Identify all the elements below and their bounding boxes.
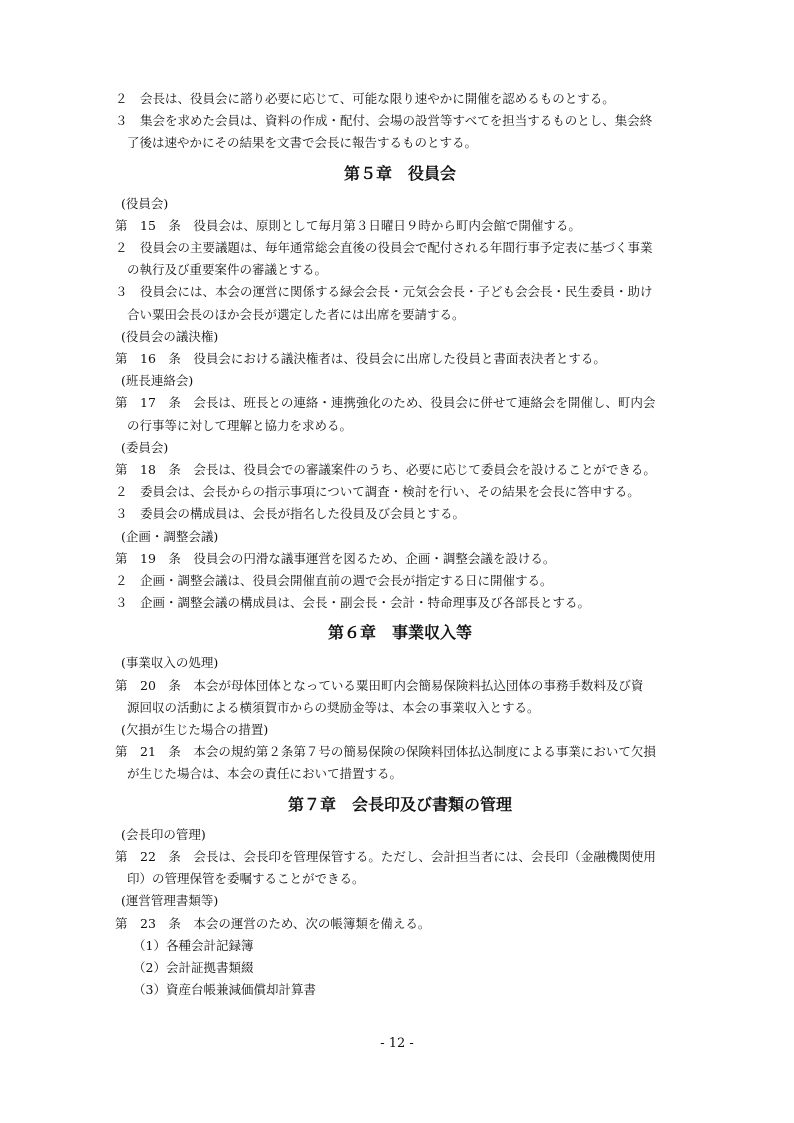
paragraph-continuation: の行事等に対して理解と協力を求める。 (127, 417, 353, 433)
document-body (115, 88, 685, 1001)
paragraph-line: ２ 企画・調整会議は、役員会開催直前の週で会長が指定する日に開催する。 (115, 573, 553, 589)
article-caption: (欠損が生じた場合の措置) (121, 722, 269, 738)
page-number: - 12 - (380, 1036, 414, 1051)
list-item: （3）資産台帳兼減価償却計算書 (133, 982, 316, 998)
paragraph-line: ３ 企画・調整会議の構成員は、会長・副会長・会計・特命理事及び各部長とする。 (115, 595, 591, 611)
article-caption: (役員会の議決権) (121, 328, 219, 344)
paragraph-line: 第 20 条 本会が母体団体となっている粟田町内会簡易保険料払込団体の事務手数料及び資 (115, 677, 644, 693)
paragraph-line: 第 22 条 会長は、会長印を管理保管する。ただし、会計担当者には、会長印（金融機関使用 (115, 848, 656, 864)
paragraph-line: ３ 役員会には、本会の運営に関係する緑会会長・元気会会長・子ども会会長・民生委員・助け (115, 284, 653, 300)
paragraph-continuation: の執行及び重要案件の審議とする。 (127, 262, 328, 278)
paragraph-line: ２ 役員会の主要議題は、毎年通常総会直後の役員会で配付される年間行事予定表に基づく事業 (115, 240, 653, 256)
list-item: （1）各種会計記録簿 (133, 937, 254, 953)
paragraph-line: 第 18 条 会長は、役員会での審議案件のうち、必要に応じて委員会を設けることができる。 (115, 462, 656, 478)
paragraph-line: 第 17 条 会長は、班長との連絡・連携強化のため、役員会に併せて連絡会を開催し、町内会 (115, 395, 656, 411)
article-caption: (会長印の管理) (121, 826, 206, 842)
paragraph-line: 第 21 条 本会の規約第２条第７号の簡易保険の保険料団体払込制度による事業において欠損 (115, 744, 656, 760)
article-caption: (班長連絡会) (121, 373, 194, 389)
paragraph-line: ２ 委員会は、会長からの指示事項について調査・検討を行い、その結果を会長に答申する。 (115, 484, 640, 500)
paragraph-continuation: 印）の管理保管を委嘱することができる。 (127, 871, 365, 887)
paragraph-continuation: 了後は速やかにその結果を文書で会長に報告するものとする。 (127, 135, 478, 151)
article-caption: (委員会) (121, 439, 169, 455)
list-item: （2）会計証拠書類綴 (133, 959, 254, 975)
paragraph-line: 第 16 条 役員会における議決権者は、役員会に出席した役員と書面表決者とする。 (115, 351, 606, 367)
paragraph-continuation: が生じた場合は、本会の責任において措置する。 (127, 766, 403, 782)
chapter-heading: 第７章 会長印及び書類の管理 (287, 794, 512, 814)
paragraph-line: ３ 集会を求めた会員は、資料の作成・配付、会場の設営等すべてを担当するものとし、集会終 (115, 113, 653, 129)
article-caption: (役員会) (121, 195, 169, 211)
paragraph-line: ３ 委員会の構成員は、会長が指名した役員及び会員とする。 (115, 506, 466, 522)
paragraph-continuation: 合い粟田会長のほか会長が選定した者には出席を要請する。 (127, 306, 465, 322)
chapter-heading: 第６章 事業収入等 (327, 623, 472, 643)
paragraph-line: 第 23 条 本会の運営のため、次の帳簿類を備える。 (115, 915, 431, 931)
article-caption: (事業収入の処理) (121, 655, 219, 671)
paragraph-line: 第 15 条 役員会は、原則として毎月第３日曜日９時から町内会館で開催する。 (115, 217, 581, 233)
chapter-heading: 第５章 役員会 (343, 163, 456, 183)
paragraph-line: ２ 会長は、役員会に諮り必要に応じて、可能な限り速やかに開催を認めるものとする。 (115, 91, 615, 106)
paragraph-continuation: 源回収の活動による横須賀市からの奨励金等は、本会の事業収入とする。 (127, 699, 540, 715)
paragraph-line: 第 19 条 役員会の円滑な議事運営を図るため、企画・調整会議を設ける。 (115, 550, 556, 566)
article-caption: (企画・調整会議) (121, 528, 219, 544)
article-caption: (運営管理書類等) (121, 893, 219, 909)
